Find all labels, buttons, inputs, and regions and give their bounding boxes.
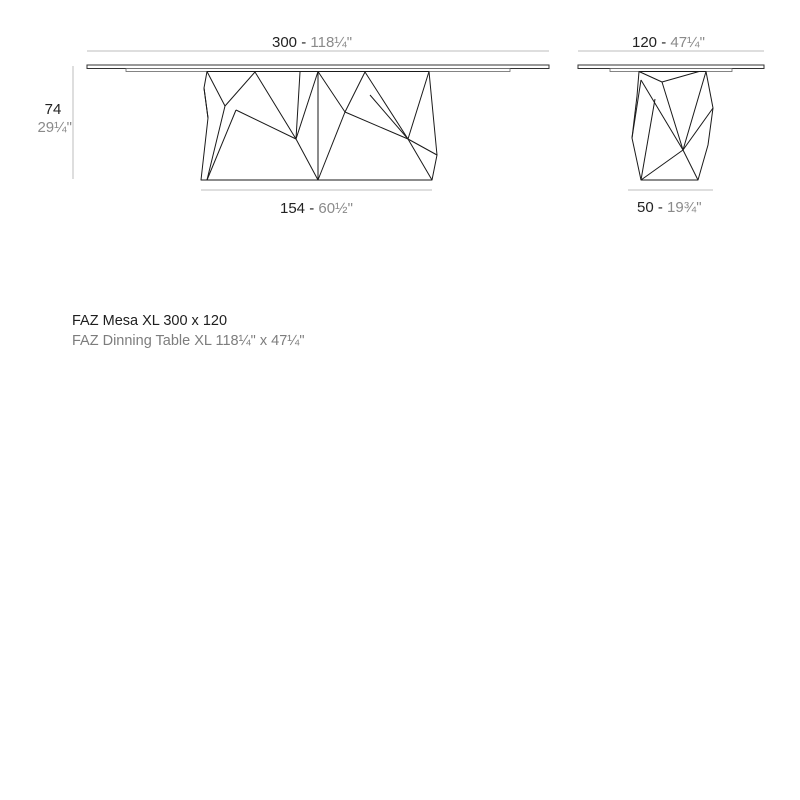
height-dimension [34, 101, 72, 137]
separator: - [657, 199, 663, 216]
separator: - [301, 34, 307, 51]
side-base-dimension [637, 199, 702, 217]
caption-english: FAZ Dinning Table XL 118¼" x 47¼" [72, 333, 305, 349]
front-faceted-base [201, 72, 437, 181]
front-base-metric: 154 [280, 200, 306, 217]
front-view-table [87, 65, 549, 180]
front-base-imperial: 60½" [318, 200, 353, 217]
separator: - [661, 34, 667, 51]
caption-spanish: FAZ Mesa XL 300 x 120 [72, 313, 228, 329]
front-width-dimension [272, 34, 352, 52]
height-metric: 74 [44, 101, 62, 118]
product-caption [72, 311, 305, 351]
side-view-table [578, 65, 764, 180]
front-base-dimension [280, 200, 353, 218]
side-base-imperial: 19¾" [667, 199, 702, 216]
front-width-imperial: 118¼" [310, 34, 353, 51]
side-depth-metric: 120 [632, 34, 658, 51]
side-depth-dimension [632, 34, 705, 52]
side-faceted-base [632, 72, 713, 181]
side-depth-imperial: 47¼" [670, 34, 705, 51]
side-base-metric: 50 [637, 199, 654, 216]
height-imperial: 29¼" [37, 119, 72, 136]
front-width-metric: 300 [272, 34, 298, 51]
separator: - [309, 200, 315, 217]
front-tabletop [87, 65, 549, 69]
side-tabletop [578, 65, 764, 69]
